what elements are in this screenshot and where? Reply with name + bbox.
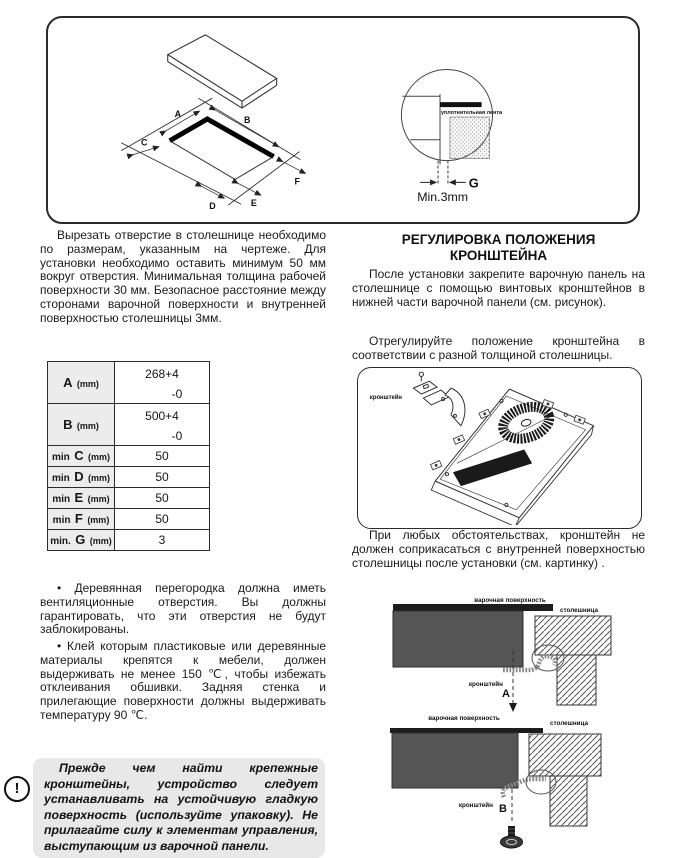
dim-label-e: E (250, 198, 257, 209)
dim-label-a: A (174, 109, 182, 120)
bullet-ventilation: • Деревянная перегородка должна иметь вентиляционные отверстия. Вы должны гарантировать, что эти отверстия не будут заблокированы. (40, 581, 326, 637)
dim-f-value: 50 (115, 509, 210, 530)
dim-b: B (63, 416, 73, 432)
dim-label-d: D (209, 201, 216, 212)
dim-b-tolerance: -0 (171, 428, 183, 443)
dim-d-value: 50 (115, 467, 210, 488)
table-row: min. G (mm) 3 (48, 530, 210, 551)
hob-body (393, 611, 523, 667)
bracket-exploded-view (413, 372, 465, 426)
bracket-label: кронштейн (458, 802, 493, 809)
dim-g: G (75, 532, 86, 547)
install-detail-drawing (401, 69, 503, 204)
bracket-label: кронштейн (468, 681, 503, 688)
dim-c: C (74, 448, 84, 463)
dim-a-value: 268+4 (145, 366, 179, 381)
seal-tape-strip (440, 102, 482, 107)
position-letter-a: A (502, 688, 510, 700)
screw-icon (501, 826, 523, 848)
section-heading: РЕГУЛИРОВКА ПОЛОЖЕНИЯ КРОНШТЕЙНА (401, 232, 596, 263)
dim-e-value: 50 (115, 488, 210, 509)
dim-label-c: C (141, 137, 148, 148)
dim-d: D (74, 469, 84, 484)
cooktop-isometric-drawing (121, 35, 305, 211)
dim-label-f: F (294, 176, 300, 187)
dimensions-table (47, 361, 210, 551)
exclamation-icon: ! (4, 776, 30, 802)
hob-body (392, 733, 518, 788)
bullet-glue: • Клей которым пластиковые или деревянные материалы крепятся к мебели, должен выдерживать не менее 150 ℃, чтобы избежать отклеивания обшивки. Задняя стенка и прилегающие поверхности должны выдерживать температуру 90 ℃. (40, 639, 326, 722)
worktop-upper (535, 616, 611, 655)
worktop-label: столешница (550, 720, 588, 727)
dim-c-value: 50 (115, 446, 210, 467)
dim-a: A (63, 374, 73, 390)
cutout-figure (48, 18, 634, 218)
dim-e: E (74, 490, 84, 505)
cutout-bold-edges (170, 119, 274, 157)
intro-paragraph: Вырезать отверстие в столешнице необходимо по размерам, указанным на чертеже. Для установки необходимо оставить минимум 50 мм вокруг отверстия. Минимальная толщина рабочей поверхности 30 мм. Безопасное расстояние между сторонами варочной поверхности и внутренней поверхностью столешницы 3мм. (40, 228, 326, 325)
paragraph-no-contact: При любых обстоятельствах, кронштейн не должен соприкасаться с внутренней поверхностью столешницы после установки (см. картинку) . (352, 528, 645, 570)
worktop-stipple (450, 117, 490, 159)
dim-label-b: B (243, 114, 251, 125)
glass-surface (393, 604, 553, 611)
table-row: min F (mm) 50 (48, 509, 210, 530)
table-row: min D (mm) 50 (48, 467, 210, 488)
bracket-figure (358, 368, 638, 525)
bracket-figure-frame (357, 367, 642, 529)
dim-f: F (74, 511, 83, 526)
bracket-label: кронштейн (369, 395, 402, 402)
cross-section-b (352, 711, 645, 858)
dim-a-tolerance: -0 (171, 386, 183, 401)
table-row: A (mm) 268+4 -0 (48, 362, 210, 404)
table-row: B (mm) 500+4 -0 (48, 404, 210, 446)
warning-box (33, 758, 325, 858)
dim-b-value: 500+4 (145, 408, 179, 423)
paragraph-adjust-bracket: Отрегулируйте положение кронштейна в соответствии с разной толщиной столешницы. (352, 334, 645, 362)
surface-label: варочная поверхность (428, 715, 500, 722)
min-gap-text: Min.3mm (417, 190, 469, 205)
gap-letter: G (468, 175, 479, 191)
glass-surface (390, 728, 543, 733)
cross-section-a (352, 595, 645, 717)
warning-text: Прежде чем найти крепежные кронштейны, устройство следует устанавливать на устойчивую гладкую поверхность (используйте упаковку). Не прилагайте силу к элементам управления, выступающим из варочной панели. (44, 761, 318, 853)
seal-tape-label: уплотнительная лента (441, 110, 503, 117)
surface-label: варочная поверхность (474, 597, 546, 604)
position-letter-b: B (499, 803, 507, 815)
table-row: min C (mm) 50 (48, 446, 210, 467)
worktop-label: столешница (560, 607, 598, 614)
cutout-figure-frame (46, 16, 640, 224)
dim-g-value: 3 (115, 530, 210, 551)
paragraph-fix-hob: После установки закрепите варочную панель на столешнице с помощью винтовых кронштейнов в нижней части варочной панели (см. рисунок). (352, 267, 645, 309)
table-row: min E (mm) 50 (48, 488, 210, 509)
